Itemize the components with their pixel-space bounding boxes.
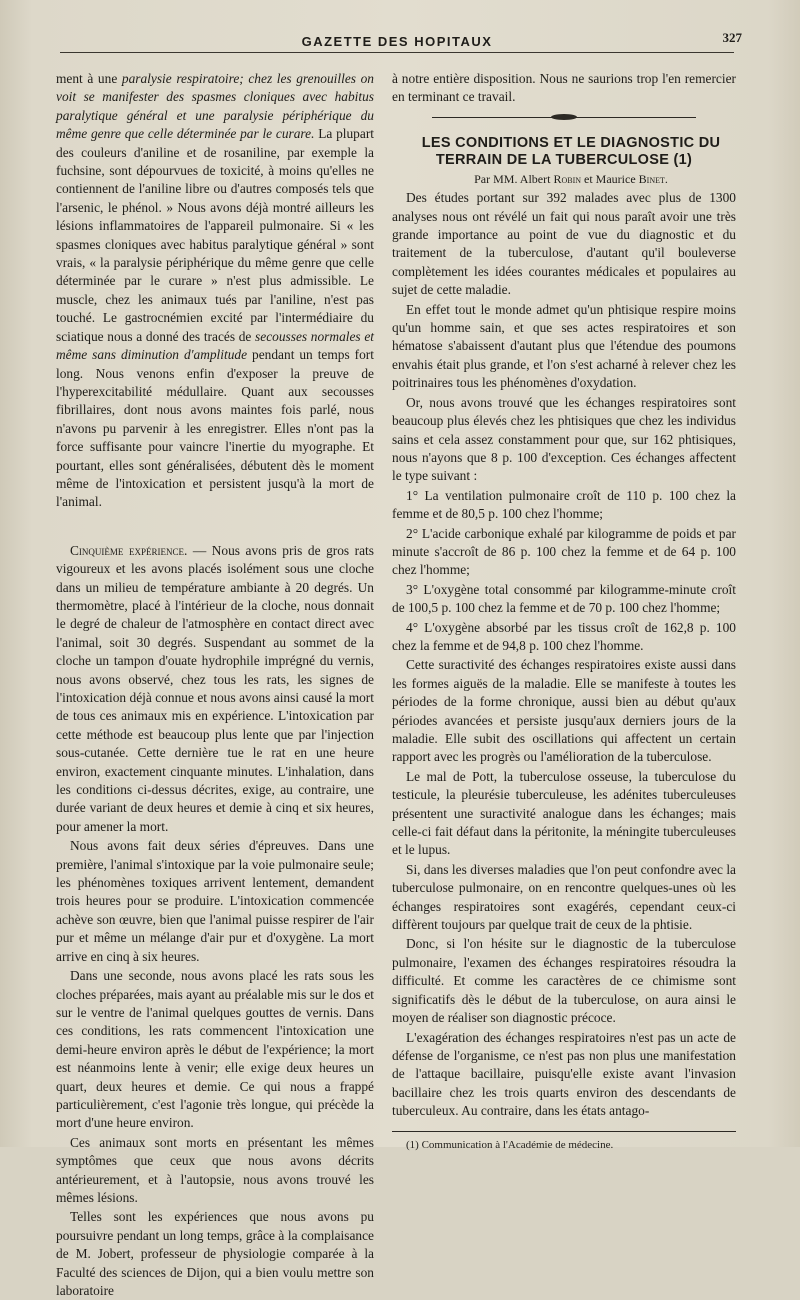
paragraph: Or, nous avons trouvé que les échanges respiratoires sont beaucoup plus élevés chez les phtisiques que chez les individus sains et cela assez constamment pour que, sur 162 phtisiques, nous n'ayons que 8 p. 100 d'exception. Ces échanges affectent le type suivant : (392, 394, 736, 484)
list-item: 1° La ventilation pulmonaire croît de 110 p. 100 chez la femme et de 80,5 p. 100 chez l'homme; (392, 487, 736, 522)
section-divider (392, 113, 736, 121)
paragraph: ment à une paralysie respiratoire; chez les grenouilles on voit se manifester des spasmes cloniques avec habitus paralytique général et une paralysie périphérique du même genre que celle déterminée par le curare. La plupart des couleurs d'aniline et de rosaniline, par exemple la fuchsine, sont dépourvues de toxicité, à moins qu'elles ne contiennent de l'aniline libre ou d'autres composés tels que l'arsenic, le phénol. » Nous avons déjà montré ailleurs les lésions inflammatoires de l'appareil pulmonaire. Si « les spasmes cloniques avec habitus paralytique général » sont vrais, « la paralysie périphérique du même genre que celle déterminée par le curare » n'est plus admissible. Le muscle, chez les animaux tués par l'aniline, n'est pas touché. Le gastrocnémien excité par l'intermédiaire du sciatique nous a donné des tracés de secousses normales et même sans diminution d'amplitude pendant un temps fort long. Nous venons enfin d'exposer la preuve de l'hyperexcitabilité médullaire. Quant aux secousses fibrillaires, dont nous avons maintes fois parlé, nous n'avons pu parvenir à les enregistrer. Elles n'ont pas la force suffisante pour vaincre l'inertie du myographe. Et pourtant, elles sont généralisées, débutent dès le moment même de l'intoxication et persistent jusqu'à la mort de l'animal. (56, 71, 375, 510)
paragraph-fifth-experiment: Cinquième expérience. — Nous avons pris de gros rats vigoureux et les avons placés isolément sous une cloche dans un milieu de température ambiante à 20 degrés. Un thermomètre, placé à l'intérieur de la cloche, nous donnait le degré de chaleur de l'atmosphère en contact direct avec l'animal, soit 30 degrés. Suspendant au sommet de la cloche un tampon d'ouate hydrophile imprégné du vernis, nous avons observé, chez tous les rats, les signes de l'intoxication déjà connue et nous avons ainsi causé la mort de tous ces animaux mis en expérience. L'intoxication par cette méthode est beaucoup plus lente que par l'injection sous-cutanée. Cette dernière tue le rat en une heure environ, exactement cinquante minutes. L'inhalation, dans les conditions ci-dessus décrites, exige, au contraire, une durée variant de deux heures et demie à cinq et six heures, pour amener la mort. (56, 542, 374, 834)
paragraph: Cette suractivité des échanges respiratoires existe aussi dans les formes aiguës de la maladie. Elle se manifeste à toutes les périodes de la forme chronique, aussi bien au début qu'aux périodes avancées et persiste jusqu'aux derniers jours de la maladie. Elle subit des oscillations qui affectent un certain rapport avec les progrès ou l'amélioration de la tuberculose. (392, 657, 736, 765)
author-name: Robin (553, 171, 582, 186)
paragraph: En effet tout le monde admet qu'un phtisique respire moins qu'un homme sain, et que ses actes respiratoires et son hématose s'abaissent d'autant plus que l'étendue des poumons envahis était plus grande, et l'on s'est acharné à relever chez les poitrinaires tous les phénomènes d'oxydation. (392, 301, 736, 391)
list-item: 3° L'oxygène total consommé par kilogramme-minute croît de 100,5 p. 100 chez la femme et de 70 p. 100 chez l'homme; (392, 581, 736, 616)
left-column (56, 70, 374, 1300)
article-byline: Par MM. Albert Robin et Maurice Binet. (474, 171, 668, 186)
page-number: 327 (722, 30, 742, 45)
footnote-divider (392, 1131, 736, 1132)
paragraph: Le mal de Pott, la tuberculose osseuse, la tuberculose du testicule, la pleurésie tuberculeuse, les adénites tuberculeuses présentent une suractivité analogue dans les échanges; mais celle-ci fait défaut dans la péritonite, la méningite tuberculeuses et le lupus. (392, 768, 736, 858)
paragraph: Donc, si l'on hésite sur le diagnostic de la tuberculose pulmonaire, l'examen des échanges respiratoires résoudra la difficulté. Et comme les caractères de ce chimisme sont significatifs dès le début de la tuberculose, on aura ainsi le moyen de réaliser son diagnostic précoce. (392, 936, 736, 1026)
list-item: 2° L'acide carbonique exhalé par kilogramme de poids et par minute s'accroît de 86 p. 100 chez la femme et de 64 p. 100 chez l'homme; (392, 525, 736, 578)
page-header (60, 30, 742, 53)
list-item: 4° L'oxygène absorbé par les tissus croît de 162,8 p. 100 chez la femme et de 94,8 p. 100 chez l'homme. (392, 619, 736, 653)
paragraph: L'exagération des échanges respiratoires n'est pas un acte de défense de l'organisme, ce n'est pas non plus une manifestation de l'attaque bacillaire, puisqu'elle existe avant l'invasion bacillaire chez les trois quarts environ des descendants de tuberculeux. Au contraire, dans les états antago- (392, 1029, 736, 1119)
paragraph: Des études portant sur 392 malades avec plus de 1300 analyses nous ont révélé un fait qui nous paraît avoir une très grande importance au point de vue du diagnostic et du traitement de la tuberculose, d'autant qu'il bouleverse complètement les idées courantes médicales et populaires au sujet de cette maladie. (392, 190, 736, 298)
paragraph: Ces animaux sont morts en présentant les mêmes symptômes que ceux que nous avons décrits antérieurement, et à l'autopsie, nous avons trouvé les mêmes lésions. (56, 1134, 374, 1205)
paragraph: Nous avons fait deux séries d'épreuves. Dans une première, l'animal s'intoxique par la voie pulmonaire seule; les phénomènes toxiques arrivent lentement, demandent trois heures pour se produire. L'intoxication commencée achève son œuvre, bien que l'animal puisse respirer de l'air pur et même un mélange d'air pur et d'oxygène. La mort arrive en cinq à six heures. (56, 838, 374, 964)
paragraph: Dans une seconde, nous avons placé les rats sous les cloches préparées, mais ayant au préalable mis sur le dos et sur le ventre de l'animal quelques gouttes de vernis. Dans ces conditions, les rats commencent l'intoxication une demi-heure environ après le début de l'expérience; la mort est néanmoins lente à venir; elle exige deux heures un quart, deux heures et demie. Ce qui nous a frappé particulièrement, c'est l'agonie très longue, qui précède la mort d'une heure environ. (56, 968, 374, 1131)
paragraph: Si, dans les diverses maladies que l'on peut confondre avec la tuberculose pulmonaire, on en rencontre quelques-unes où les échanges respiratoires sont exagérés, cependant ceux-ci diffèrent toujours par quelque trait de ceux de la phtisie. (392, 861, 736, 933)
author-name: Binet (638, 171, 665, 186)
paragraph: à notre entière disposition. Nous ne saurions trop l'en remercier en terminant ce travail. (392, 71, 736, 105)
article-title: LES CONDITIONS ET LE DIAGNOSTIC DU TERRAIN DE LA TUBERCULOSE (1) (421, 134, 721, 168)
right-column (392, 70, 736, 1152)
paragraph: Telles sont les expériences que nous avons pu poursuivre pendant un long temps, grâce à la complaisance de M. Jobert, professeur de physiologie comparée à la Faculté des sciences de Dijon, qui a bien voulu mettre son laboratoire (56, 1209, 374, 1298)
publication-title: GAZETTE DES HOPITAUX (301, 34, 493, 49)
experiment-label: Cinquième expérience. (70, 542, 188, 558)
footnote: (1) Communication à l'Académie de médecine. (406, 1138, 614, 1151)
